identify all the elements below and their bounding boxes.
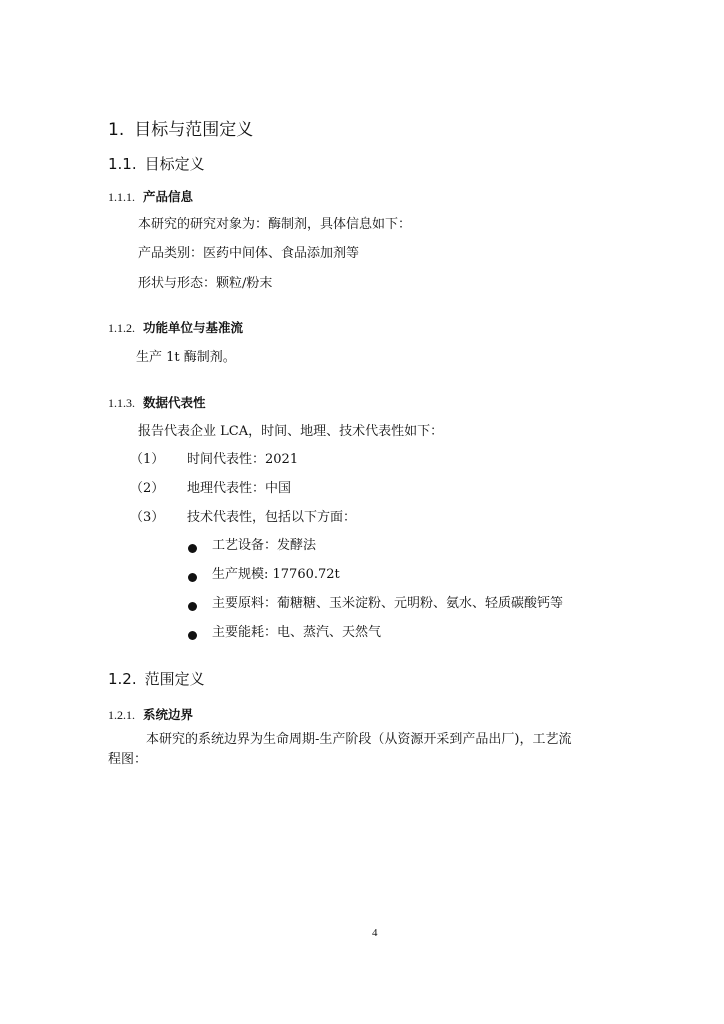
bullet-2-icon — [188, 567, 197, 586]
heading-1-2-number: 1.2. — [108, 670, 137, 688]
bullet-4-text: 主要能耗：电、蒸汽、天然气 — [212, 625, 382, 640]
heading-1-1-3-title: 数据代表性 — [143, 395, 206, 410]
rep-item-1-number: （1） — [130, 452, 165, 467]
bullet-1-text: 工艺设备：发酵法 — [212, 538, 317, 553]
product-info-line-2: 产品类别：医药中间体、食品添加剂等 — [138, 246, 360, 261]
rep-item-1-text: 时间代表性：2021 — [187, 452, 299, 467]
bullet-2-text: 生产规模: 17760.72t — [212, 567, 340, 582]
heading-1-title: 目标与范围定义 — [134, 120, 254, 140]
bullet-3-text: 主要原料：葡糖糖、玉米淀粉、元明粉、氨水、轻质碳酸钙等 — [212, 596, 564, 611]
product-info-line-3: 形状与形态：颗粒/粉末 — [138, 276, 273, 291]
heading-1-1-2-number: 1.1.2. — [108, 321, 135, 335]
heading-1-1-2-title: 功能单位与基准流 — [143, 320, 244, 335]
heading-1-2-1 — [108, 705, 193, 723]
product-info-line-1: 本研究的研究对象为：酶制剂，具体信息如下： — [138, 217, 412, 232]
rep-item-3-number: （3） — [130, 510, 165, 525]
heading-1-1 — [108, 153, 205, 174]
heading-1-2 — [108, 668, 205, 689]
heading-1-1-1-number: 1.1.1. — [108, 190, 135, 204]
representativeness-intro: 报告代表企业 LCA，时间、地理、技术代表性如下： — [138, 424, 444, 439]
heading-1-number: 1. — [108, 120, 125, 140]
heading-1 — [108, 115, 253, 140]
system-boundary-line-1: 本研究的系统边界为生命周期-生产阶段（从资源开采到产品出厂)，工艺流 — [146, 732, 572, 747]
heading-1-1-1 — [108, 187, 193, 205]
bullet-3-icon — [188, 596, 197, 615]
rep-item-2-text: 地理代表性：中国 — [187, 481, 292, 496]
functional-unit-line: 生产 1t 酶制剂。 — [136, 350, 236, 365]
heading-1-1-number: 1.1. — [108, 155, 137, 173]
page-number: 4 — [372, 927, 378, 939]
rep-item-2-number: （2） — [130, 481, 165, 496]
rep-item-3-text: 技术代表性，包括以下方面： — [187, 510, 357, 525]
heading-1-2-1-title: 系统边界 — [143, 707, 194, 722]
bullet-4-icon — [188, 625, 197, 644]
heading-1-1-3 — [108, 393, 206, 411]
heading-1-1-1-title: 产品信息 — [143, 189, 194, 204]
system-boundary-line-2: 程图： — [108, 752, 148, 767]
heading-1-1-title: 目标定义 — [144, 155, 205, 173]
heading-1-2-title: 范围定义 — [144, 670, 205, 688]
heading-1-1-3-number: 1.1.3. — [108, 396, 135, 410]
bullet-1-icon — [188, 538, 197, 557]
heading-1-2-1-number: 1.2.1. — [108, 708, 135, 722]
heading-1-1-2 — [108, 318, 243, 336]
